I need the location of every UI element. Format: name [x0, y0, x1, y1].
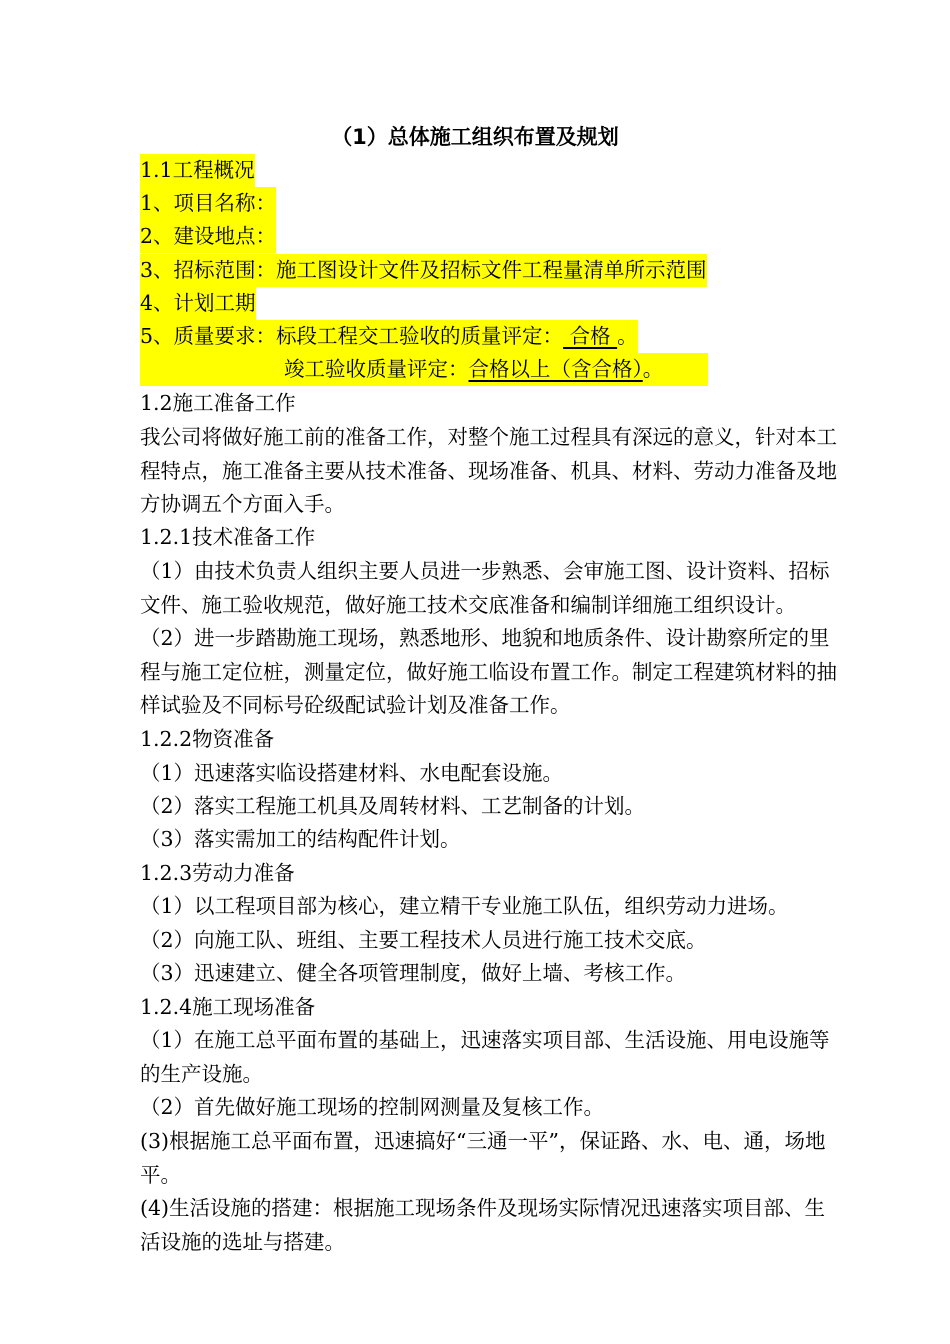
- labor-item-1: （1）以工程项目部为核心，建立精干专业施工队伍，组织劳动力进场。: [140, 894, 789, 918]
- page-title: （1）总体施工组织布置及规划: [331, 125, 619, 149]
- quality-item: [140, 320, 638, 353]
- section-heading-prep: 1.2施工准备工作: [140, 391, 296, 415]
- materials-item-2: （2）落实工程施工机具及周转材料、工艺制备的计划。: [140, 794, 646, 818]
- acceptance-value: 合格以上（含合格）: [468, 357, 643, 381]
- subheading-materials: 1.2.2物资准备: [140, 727, 275, 751]
- labor-item-2: （2）向施工队、班组、主要工程技术人员进行施工技术交底。: [140, 928, 707, 952]
- schedule-item: 4、计划工期: [140, 287, 256, 320]
- tech-item-1: （1）由技术负责人组织主要人员进一步熟悉、会审施工图、设计资料、招标文件、施工验收规范，做好施工技术交底准备和编制详细施工组织设计。: [140, 559, 830, 617]
- site-item-4: (4)生活设施的搭建：根据施工现场条件及现场实际情况迅速落实项目部、生活设施的选址与搭建。: [140, 1196, 826, 1254]
- quality-label: 5、质量要求：标段工程交工验收的质量评定：: [140, 324, 564, 348]
- labor-item-3: （3）迅速建立、健全各项管理制度，做好上墙、考核工作。: [140, 961, 687, 985]
- location-item: 2、建设地点：: [140, 220, 276, 253]
- subheading-labor: 1.2.3劳动力准备: [140, 861, 295, 885]
- project-name-item: 1、项目名称：: [140, 187, 276, 220]
- prep-intro: 我公司将做好施工前的准备工作，对整个施工过程具有深远的意义，针对本工程特点，施工准备主要从技术准备、现场准备、机具、材料、劳动力准备及地方协调五个方面入手。: [140, 425, 837, 516]
- scope-item: 3、招标范围：施工图设计文件及招标文件工程量清单所示范围: [140, 254, 707, 287]
- subheading-site: 1.2.4施工现场准备: [140, 995, 316, 1019]
- materials-item-3: （3）落实需加工的结构配件计划。: [140, 827, 461, 851]
- acceptance-item: [140, 353, 708, 386]
- tech-item-2: （2）进一步踏勘施工现场，熟悉地形、地貌和地质条件、设计勘察所定的里程与施工定位桩，测量定位，做好施工临设布置工作。制定工程建筑材料的抽样试验及不同标号砼级配试验计划及准备工作。: [140, 626, 837, 717]
- quality-suffix: 。: [617, 324, 638, 348]
- site-item-2: （2）首先做好施工现场的控制网测量及复核工作。: [140, 1095, 605, 1119]
- materials-item-1: （1）迅速落实临设搭建材料、水电配套设施。: [140, 761, 564, 785]
- site-item-1: （1）在施工总平面布置的基础上，迅速落实项目部、生活设施、用电设施等的生产设施。: [140, 1028, 830, 1086]
- quality-value: 合格: [563, 324, 618, 348]
- site-item-3: (3)根据施工总平面布置，迅速搞好“三通一平”，保证路、水、电、通，场地平。: [140, 1129, 826, 1187]
- acceptance-suffix: 。: [642, 357, 664, 381]
- acceptance-label: 竣工验收质量评定：: [284, 357, 469, 381]
- subheading-tech: 1.2.1技术准备工作: [140, 525, 316, 549]
- section-heading-overview: 1.1工程概况: [140, 154, 255, 187]
